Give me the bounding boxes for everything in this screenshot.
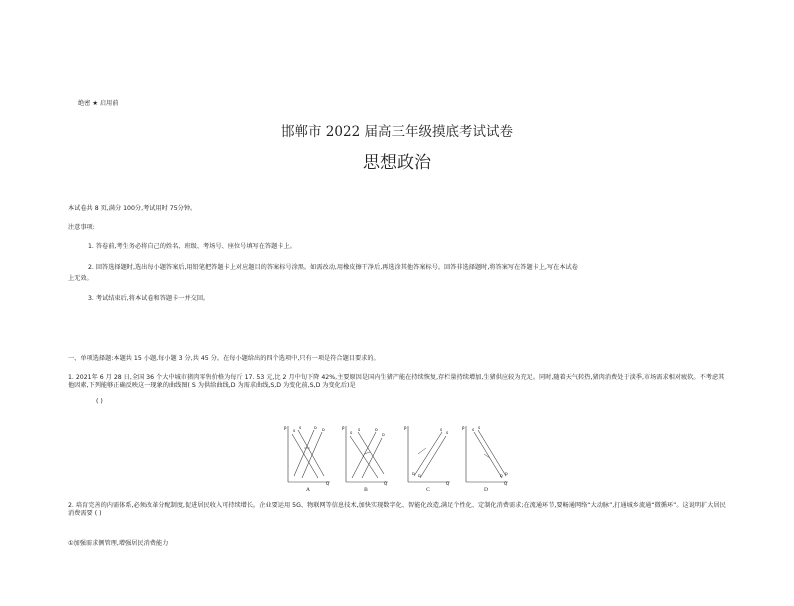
graph-c <box>404 424 452 494</box>
graph-b-s1: S <box>350 431 353 435</box>
graph-b-svg <box>342 424 390 486</box>
exam-info: 本试卷共 8 页,满分 100分,考试用时 75分钟。 <box>68 205 197 212</box>
graph-c-s2: S <box>446 431 449 435</box>
question-1-answer-bracket: ( ) <box>96 398 103 405</box>
graph-c-q-axis: Q <box>446 481 450 486</box>
graph-a-d2: D <box>322 428 325 432</box>
graph-c-d1: D <box>412 472 415 476</box>
graph-c-p-axis: P <box>404 426 407 431</box>
graph-a-label: A <box>306 487 310 493</box>
notice-item-2-continued: 上无效。 <box>68 275 93 282</box>
graph-d-s2: S <box>478 426 481 430</box>
section-heading: 一、单项选择题:本题共 15 小题,每小题 3 分,共 45 分。在每小题给出的四个选项中,只有一项是符合题目要求的。 <box>68 355 380 362</box>
graph-d-label: D <box>484 487 488 493</box>
graph-b-p-axis: P <box>342 426 345 431</box>
notice-item-3: 3. 考试结束后,将本试卷和答题卡一并交回。 <box>88 295 210 302</box>
graph-d-p-axis: P <box>462 426 465 431</box>
graph-d-d1: D <box>500 474 503 478</box>
graph-d-q-axis: Q <box>504 481 508 486</box>
question-1-text: 1. 2021年 6 月 28 日,全国 36 个大中城市猪肉零售价格为每斤 17. 53 元,比 2 月中旬下降 42%,主要原因是国内生猪产能在持续恢复,存栏量持续增加,生猪供应较为充足。同时,随着天气转热,猪肉消费处于淡季,市场需求相对疲软。不考虑其他因素,下列能够正确反映这一现象的曲线图( S 为供给曲线,D 为需求曲线,S,D 为变化前,S,D 为变化后)是 <box>68 374 725 389</box>
graph-a-q-axis: Q <box>326 481 330 486</box>
graph-d <box>462 424 510 494</box>
graph-d-s1: S <box>472 428 475 432</box>
graph-c-d2: D <box>418 474 421 478</box>
graph-b-d1: D <box>375 428 378 432</box>
graph-a-s2: S <box>299 426 302 430</box>
graph-a <box>284 424 332 494</box>
graph-c-label: C <box>426 487 430 493</box>
graph-d-svg <box>462 424 510 486</box>
graph-a-d1: D <box>314 426 317 430</box>
graph-b-d2: D <box>382 433 385 437</box>
graph-b <box>342 424 390 494</box>
notice-item-2: 2. 回答选择题时,选出每小题答案后,用铅笔把答题卡上对应题目的答案标号涂黑。如需改动,用橡皮擦干净后,再选涂其他答案标号。回答非选择题时,将答案写在答题卡上,写在本试卷 <box>88 264 578 271</box>
graph-c-s1: S <box>440 428 443 432</box>
graph-b-q-axis: Q <box>384 481 388 486</box>
notice-heading: 注意事项: <box>68 224 95 231</box>
graph-b-label: B <box>364 487 368 493</box>
graph-c-svg <box>404 424 452 486</box>
question-2-text: 2. 培育完善的内需体系,必须改革分配制度,促进居民收入可持续增长。企业要运用 5G、物联网等信息技术,加快实现数字化、智能化改造,满足个性化、定制化消费需求;在流通环节,要畅通网络“大动脉”,打通城乡流通“微循环”。这说明扩大居民消费需要 ( ) <box>68 502 726 517</box>
notice-item-1: 1. 答卷前,考生务必将自己的姓名、班级、考场号、座位号填写在答题卡上。 <box>88 243 296 250</box>
subject-title: 思想政治 <box>363 153 431 173</box>
graph-d-d2: D <box>505 472 508 476</box>
graph-a-s1: S <box>293 429 296 433</box>
exam-title: 邯郸市 2022 届高三年级摸底考试试卷 <box>281 124 513 140</box>
question-2-option-1: ①加强需求侧管理,增强居民消费能力 <box>68 540 169 547</box>
graph-a-svg <box>284 424 332 486</box>
graph-b-s2: S <box>358 428 361 432</box>
graph-a-p-axis: P <box>284 426 287 431</box>
confidential-label: 绝密 ★ 启用前 <box>78 100 119 107</box>
